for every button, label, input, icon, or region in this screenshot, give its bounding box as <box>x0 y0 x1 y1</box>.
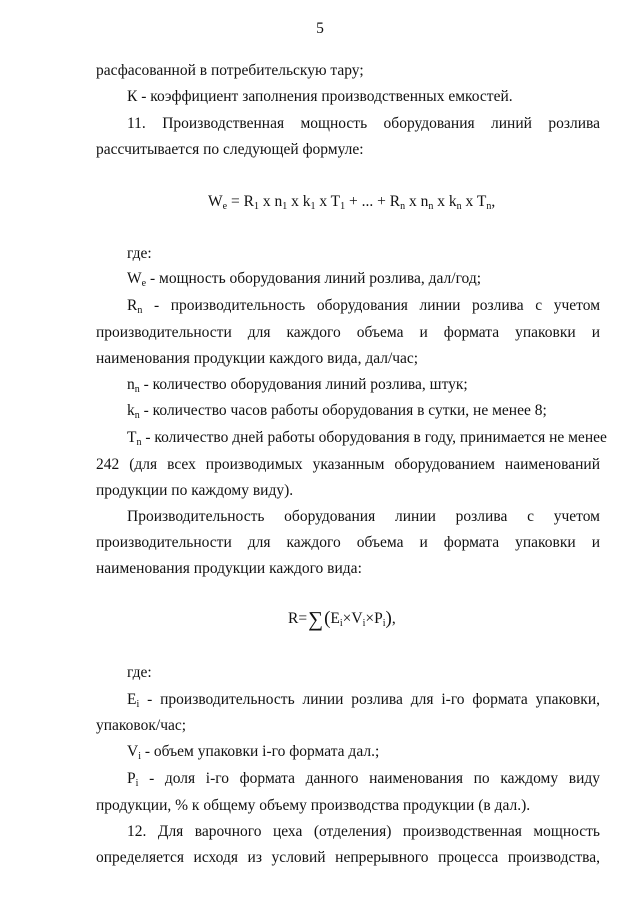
text-line: К - коэффициент заполнения производственных емкостей. <box>127 88 513 105</box>
definition-tn: $T_n$ - количество дней работы оборудования в году, принимается не менее <box>127 429 607 448</box>
text-line: где: <box>127 664 152 681</box>
definition-nn: $n_n$ - количество оборудования линий розлива, штук; <box>127 376 468 395</box>
formula-capacity: $W_e = R_1$ x $n_1$ x $k_1$ x $T_1$ + ... + $R_n$ x $n_n$ x $k_n$ x $T_n$, <box>208 193 496 212</box>
definition-kn: $k_n$ - количество часов работы оборудования в сутки, не менее 8; <box>127 402 547 421</box>
text-line: продукции по каждому виду). <box>96 482 294 499</box>
page-number: 5 <box>316 20 324 37</box>
text-line: где: <box>127 245 152 262</box>
text-line: наименования продукции каждого вида, дал/час; <box>96 350 419 367</box>
definition-vi: $V_i$ - объем упаковки i-го формата дал.; <box>127 743 380 762</box>
definition-we: $W_e$ - мощность оборудования линий розлива, дал/год; <box>127 270 482 289</box>
text-line: 242 (для всех производимых указанным оборудованием наименований <box>96 456 600 473</box>
text-line: наименования продукции каждого вида: <box>96 560 362 577</box>
text-line: производительности для каждого объема и формата упаковки и <box>96 324 600 341</box>
text-line: продукции, % к общему объему производства продукции (в дал.). <box>96 797 531 814</box>
text-line: расфасованной в потребительскую тару; <box>96 62 364 79</box>
formula-productivity: $R=\sum(E_i\times V_i\times P_i)$, <box>288 607 396 631</box>
text-line: производительности для каждого объема и формата упаковки и <box>96 534 600 551</box>
text-line: рассчитывается по следующей формуле: <box>96 141 364 158</box>
text-line: упаковок/час; <box>96 717 187 734</box>
text-line: 11. Производственная мощность оборудования линий розлива <box>127 115 600 132</box>
text-line: Производительность оборудования линии розлива с учетом <box>127 508 600 525</box>
definition-pi: $P_i$ - доля i-го формата данного наименования по каждому виду <box>127 770 601 789</box>
definition-rn: $R_n$ - производительность оборудования линии розлива с учетом <box>127 297 601 316</box>
text-line: 12. Для варочного цеха (отделения) производственная мощность <box>127 823 600 840</box>
definition-ei: $E_i$ - производительность линии розлива для i-го формата упаковки, <box>127 691 601 710</box>
text-line: определяется исходя из условий непрерывного процесса производства, <box>96 849 600 866</box>
